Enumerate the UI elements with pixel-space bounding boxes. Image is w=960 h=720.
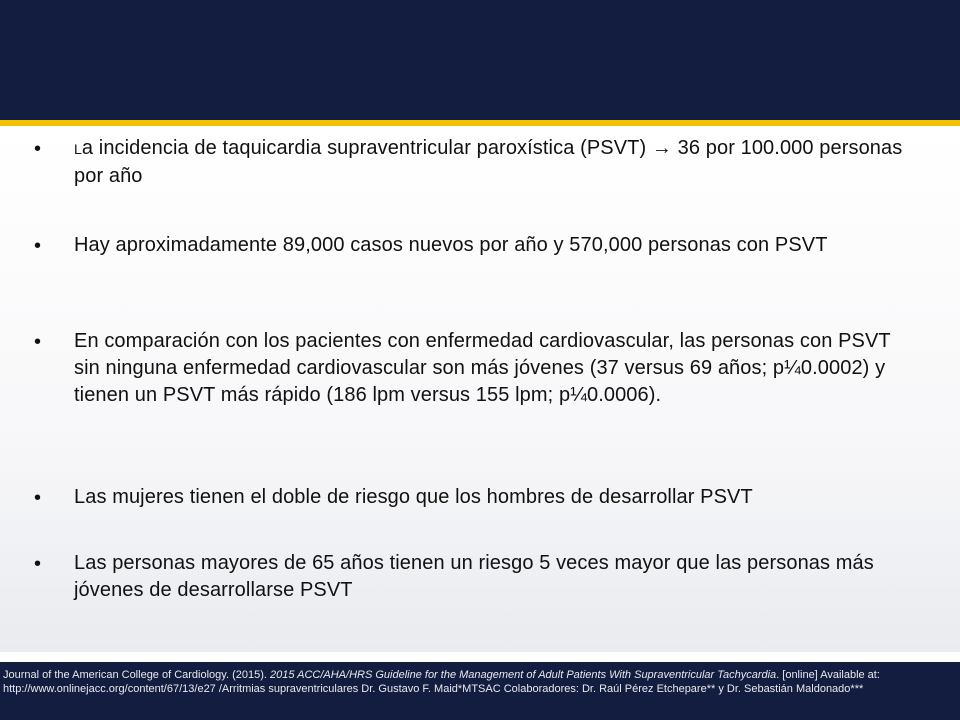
bullet-text: En comparación con los pacientes con enfermedad cardiovascular, las personas con PSVT sin ninguna enfermedad cardiovascular son más jóvenes (37 versus 69 años; p¼0.0002) y tienen un PSVT más rápido (186 lpm versus 155 lpm; p¼0.0006).: [74, 330, 891, 406]
bullet-marker: •: [34, 553, 42, 575]
bullet-text: Las personas mayores de 65 años tienen un riesgo 5 veces mayor que las personas más jóvenes de desarrollarse PSVT: [74, 552, 874, 601]
bullet-first-letter: L: [74, 141, 82, 157]
bullet-marker: •: [34, 235, 42, 257]
citation-text: [3, 668, 953, 696]
bullet-marker: •: [34, 331, 42, 353]
citation-title: 2015 ACC/AHA/HRS Guideline for the Management of Adult Patients With Supraventricular Tachycardia: [270, 669, 777, 681]
bullet-marker: •: [34, 487, 42, 509]
bullet-item: [0, 135, 960, 190]
header-band: [0, 0, 960, 120]
bullet-text: Las mujeres tienen el doble de riesgo que los hombres de desarrollar PSVT: [74, 486, 753, 508]
bullet-text-rest: a incidencia de taquicardia supraventricular paroxística (PSVT) → 36 por 100.000 personas por año: [74, 137, 903, 187]
citation-part-1: Journal of the American College of Cardiology. (2015).: [3, 669, 270, 681]
bullet-item: [0, 550, 960, 604]
bullet-marker: •: [34, 138, 42, 160]
citation-part-3: . [online] Available at: http://www.onlinejacc.org/content/67/13/e27 /Arritmias supraventriculares Dr. Gustavo F. Maid*MTSAC Colaboradores: Dr. Raúl Pérez Etchepare** y Dr. Sebastián Maldonado***: [3, 669, 880, 695]
bullet-item: [0, 232, 960, 260]
bullet-item: [0, 484, 960, 512]
bullet-text: [74, 135, 914, 190]
header-accent-line: [0, 120, 960, 126]
bullet-text: Hay aproximadamente 89,000 casos nuevos por año y 570,000 personas con PSVT: [74, 234, 828, 256]
bullet-item: [0, 328, 960, 409]
